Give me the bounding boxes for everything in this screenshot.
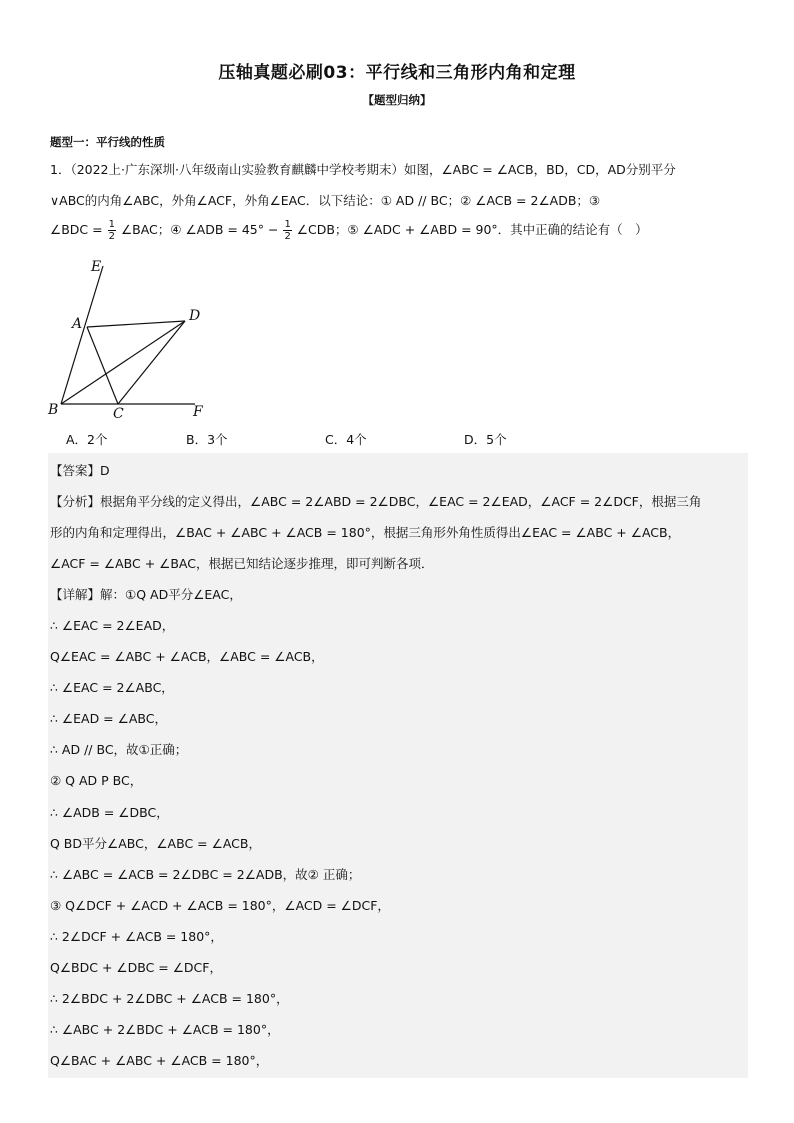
point-label-c: C <box>113 406 124 422</box>
point-label-e: E <box>91 259 102 275</box>
detail-line-11: ③ Q∠DCF + ∠ACD + ∠ACB = 180°，∠ACD = ∠DCF， <box>50 898 390 913</box>
detail-line-8: ∴ ∠ADB = ∠DBC， <box>50 805 169 820</box>
detail-line-1: 【详解】解：①Q AD平分∠EAC， <box>50 587 242 602</box>
line-cd <box>118 321 185 404</box>
line-ad <box>87 321 185 327</box>
geometry-figure <box>45 255 215 425</box>
fraction-half <box>108 219 116 242</box>
point-label-f: F <box>193 404 203 420</box>
option-c: C．4个 <box>325 432 367 447</box>
detail-line-12: ∴ 2∠DCF + ∠ACB = 180°， <box>50 929 223 944</box>
analysis-line-2: 形的内角和定理得出，∠BAC + ∠ABC + ∠ACB = 180°，根据三角形外角性质得出∠EAC = ∠ABC + ∠ACB， <box>50 525 681 540</box>
detail-line-16: Q∠BAC + ∠ABC + ∠ACB = 180°， <box>50 1053 269 1068</box>
question-type-title: 题型一：平行线的性质 <box>50 135 165 149</box>
question-line-3-part-b: ∠BAC；④ ∠ADB = 45° − <box>120 222 279 237</box>
analysis-line-1: 【分析】根据角平分线的定义得出，∠ABC = 2∠ABD = 2∠DBC，∠EAC = 2∠EAD，∠ACF = 2∠DCF，根据三角 <box>50 494 702 509</box>
option-d: D．5个 <box>464 432 507 447</box>
solution-box <box>48 453 748 1078</box>
point-label-b: B <box>48 402 59 418</box>
detail-line-3: Q∠EAC = ∠ABC + ∠ACB，∠ABC = ∠ACB， <box>50 649 324 664</box>
line-bd <box>61 321 185 404</box>
fraction-numerator: 1 <box>108 219 115 230</box>
detail-line-13: Q∠BDC + ∠DBC = ∠DCF， <box>50 960 222 975</box>
fraction-denominator-2: 2 <box>284 231 291 242</box>
page-title: 压轴真题必刷03：平行线和三角形内角和定理 <box>218 63 576 83</box>
question-line-1: 1．（2022上·广东深圳·八年级南山实验教育麒麟中学校考期末）如图，∠ABC = ∠ACB，BD，CD，AD分别平分 <box>50 162 676 177</box>
detail-line-2: ∴ ∠EAC = 2∠EAD， <box>50 618 175 633</box>
question-line-3-part-c: ∠CDB；⑤ ∠ADC + ∠ABD = 90°．其中正确的结论有（ ） <box>296 222 648 237</box>
answer-line: 【答案】D <box>50 463 110 478</box>
detail-line-4: ∴ ∠EAC = 2∠ABC， <box>50 680 174 695</box>
fraction-half-2 <box>283 219 291 242</box>
detail-line-5: ∴ ∠EAD = ∠ABC， <box>50 711 167 726</box>
line-be <box>61 266 103 404</box>
question-line-3-part-a: ∠BDC = <box>50 222 103 237</box>
fraction-denominator: 2 <box>108 231 115 242</box>
detail-line-10: ∴ ∠ABC = ∠ACB = 2∠DBC = 2∠ADB，故② 正确； <box>50 867 361 882</box>
fraction-numerator-2: 1 <box>284 219 291 230</box>
question-line-2: ∨ABC的内角∠ABC，外角∠ACF，外角∠EAC．以下结论：① AD // BC；② ∠ACB = 2∠ADB；③ <box>50 193 601 208</box>
option-a: A．2个 <box>66 432 108 447</box>
point-label-a: A <box>72 316 83 332</box>
point-label-d: D <box>189 308 201 324</box>
detail-line-7: ② Q AD P BC， <box>50 773 143 788</box>
detail-line-6: ∴ AD // BC，故①正确； <box>50 742 188 757</box>
detail-line-9: Q BD平分∠ABC，∠ABC = ∠ACB， <box>50 836 261 851</box>
detail-line-15: ∴ ∠ABC + 2∠BDC + ∠ACB = 180°， <box>50 1022 280 1037</box>
question-line-3 <box>50 219 648 242</box>
line-ac <box>87 327 118 404</box>
detail-line-14: ∴ 2∠BDC + 2∠DBC + ∠ACB = 180°， <box>50 991 289 1006</box>
option-b: B．3个 <box>186 432 228 447</box>
section-heading: 【题型归纳】 <box>362 93 432 107</box>
analysis-line-3: ∠ACF = ∠ABC + ∠BAC，根据已知结论逐步推理，即可判断各项． <box>50 556 434 571</box>
